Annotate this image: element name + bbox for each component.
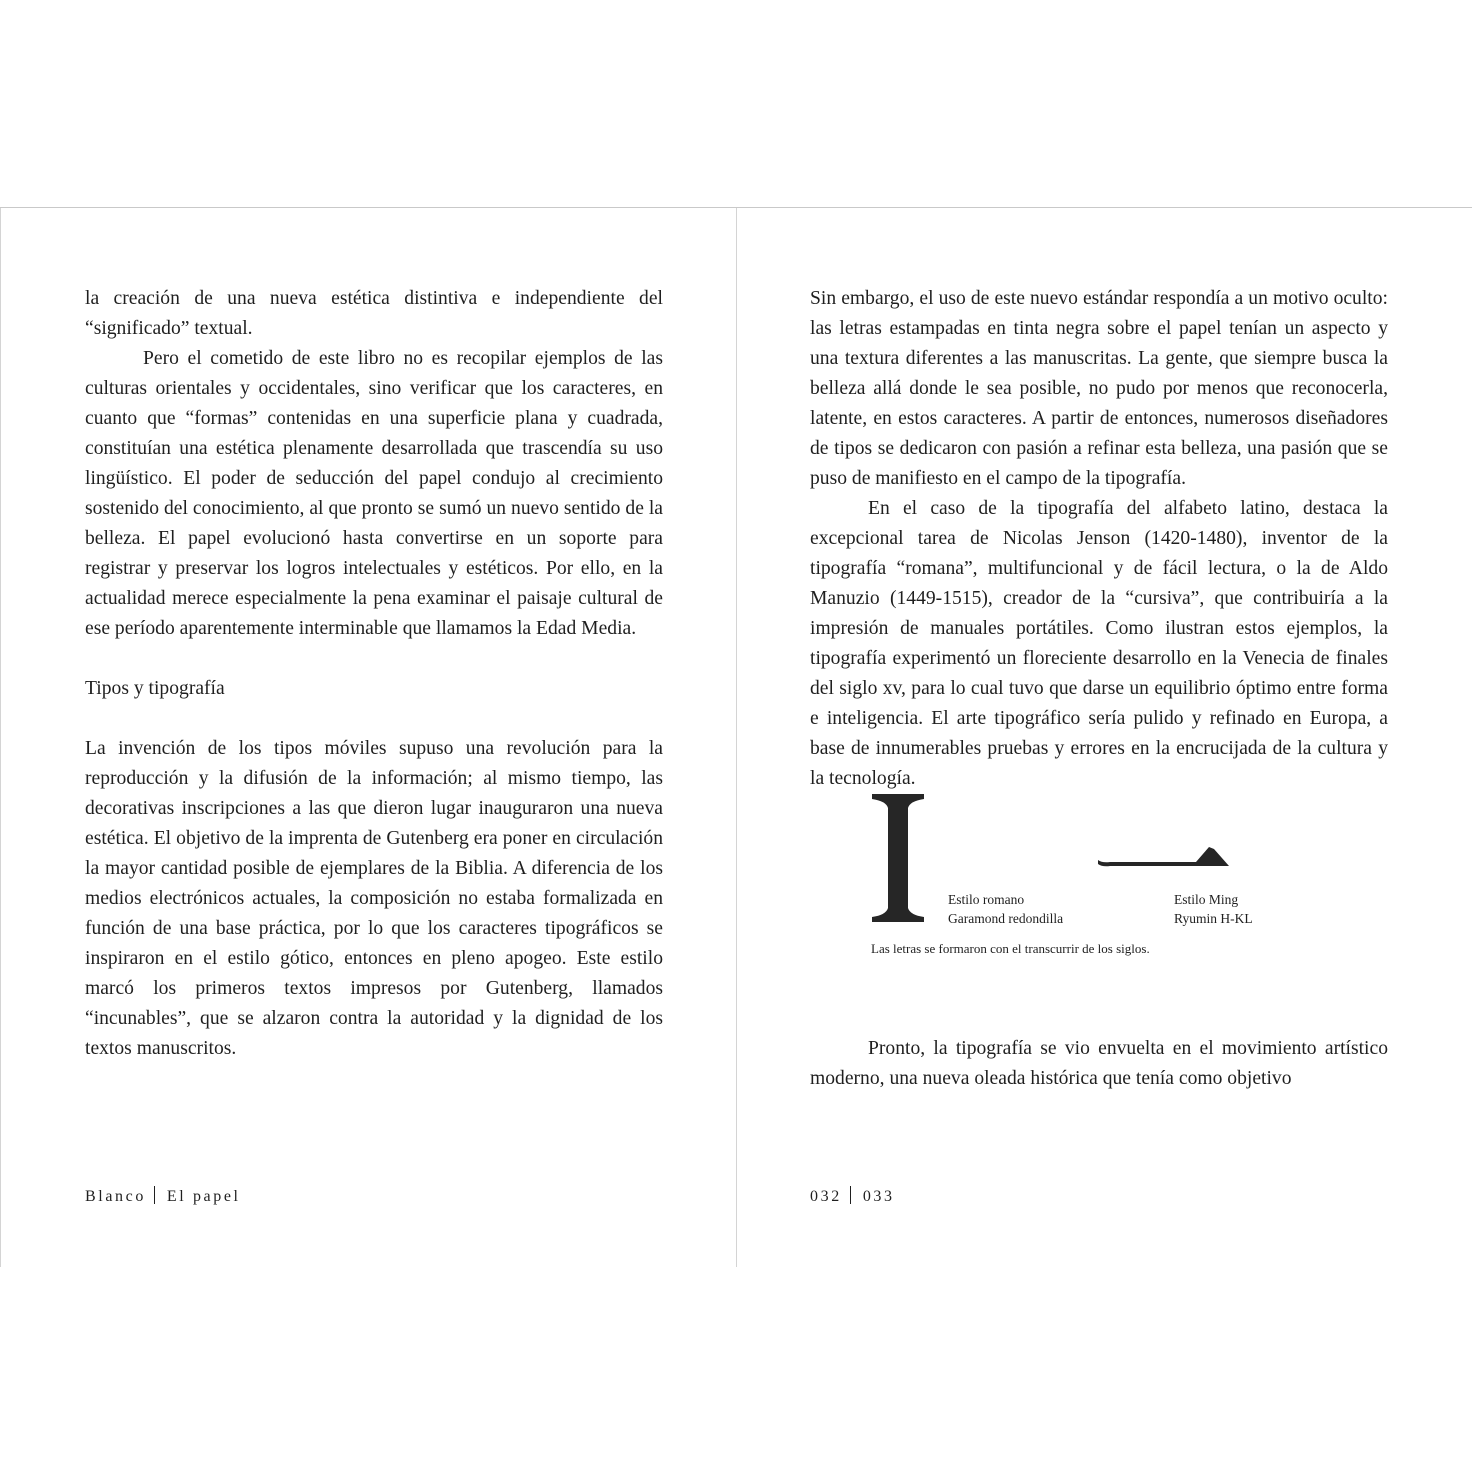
left-page-text — [85, 284, 663, 1064]
page-edge — [0, 208, 1, 1267]
paragraph: la creación de una nueva estética distintiva e independiente del “significado” textual. — [85, 288, 663, 339]
chapter-title: El papel — [166, 1188, 241, 1205]
paragraph: La invención de los tipos móviles supuso una revolución para la reproducción y la difusión de la información; al mismo tiempo, las decorativas inscripciones a las que dieron lugar inauguraron una nueva estética. El objetivo de la imprenta de Gutenberg era poner en circulación la mayor cantidad posible de ejemplares de la Biblia. A diferencia de los medios electrónicos actuales, la composición no estaba formalizada en función de una base práctica, por lo que los caracteres tipográficos se inspiraron en el estilo gótico, entonces en pleno apogeo. Este estilo marcó los primeros textos impresos por Gutenberg, llamados “incunables”, que se alzaron contra la autoridad y la dignidad de los textos manuscritos. — [85, 738, 663, 1059]
running-footer — [85, 1186, 241, 1208]
paragraph: Pero el cometido de este libro no es recopilar ejemplos de las culturas orientales y occidentales, sino verificar que los caracteres, en cuanto que “formas” contenidas en una superficie plana y cuadrada, constituían una estética plenamente desarrollada que trascendía su uso lingüístico. El poder de seducción del papel condujo al crecimiento sostenido del conocimiento, al que pronto se sumó un nuevo sentido de la belleza. El papel evolucionó hasta convertirse en un soporte para registrar y preservar los logros intelectuales y estéticos. Por ello, en la actualidad merece especialmente la pena examinar el paisaje cultural de ese período aparentemente interminable que llamamos la Edad Media. — [85, 348, 663, 639]
label-line: Estilo romano — [948, 892, 1025, 907]
ming-horizontal-stroke-glyph — [1098, 846, 1230, 870]
label-line: Garamond redondilla — [948, 911, 1064, 926]
page-number-right: 033 — [862, 1188, 895, 1205]
gutter-line — [736, 208, 737, 1267]
footer-divider — [850, 1186, 851, 1204]
paragraph: Sin embargo, el uso de este nuevo estándar respondía a un motivo oculto: las letras estampadas en tinta negra sobre el papel tenían un aspecto y una textura diferentes a las manuscritas. La gente, que siempre busca la belleza allá donde le sea posible, no pudo por menos que reconocerla, latente, en estos caracteres. A partir de entonces, numerosos diseñadores de tipos se dedicaron con pasión a refinar esta belleza, una pasión que se puso de manifiesto en el campo de la tipografía. — [810, 288, 1388, 489]
book-spread — [0, 207, 1472, 1267]
figure-caption: Las letras se formaron con el transcurrir de los siglos. — [871, 941, 1150, 956]
section-heading: Tipos y tipografía — [85, 678, 225, 699]
page-number-left: 032 — [810, 1188, 842, 1205]
roman-style-label — [948, 890, 1063, 928]
type-style-figure — [810, 794, 1388, 1034]
page-numbers — [810, 1186, 895, 1208]
paragraph: Pronto, la tipografía se vio envuelta en el movimiento artístico moderno, una nueva oleada histórica que tenía como objetivo — [810, 1038, 1388, 1089]
label-line: Ryumin H-KL — [1174, 911, 1253, 926]
right-page-text — [810, 284, 1388, 1094]
paragraph: En el caso de la tipografía del alfabeto latino, destaca la excepcional tarea de Nicolas Jenson (1420-1480), inventor de la tipografía “romana”, multifuncional y de fácil lectura, o la de Aldo Manuzio (1449-1515), creador de la “cursiva”, que contribuiría a la impresión de manuales portátiles. Como ilustran estos ejemplos, la tipografía experimentó un floreciente desarrollo en la Venecia de finales del siglo xv, para lo cual tuvo que darse un equilibrio óptimo entre forma e inteligencia. El arte tipográfico sería pulido y refinado en Europa, a base de innumerables pruebas y errores en la encrucijada de la cultura y la tecnología. — [810, 498, 1388, 789]
book-title: Blanco — [85, 1188, 146, 1205]
roman-letter-i-glyph — [872, 794, 924, 922]
footer-divider — [154, 1186, 155, 1204]
label-line: Estilo Ming — [1174, 892, 1239, 907]
ming-style-label — [1174, 890, 1253, 928]
